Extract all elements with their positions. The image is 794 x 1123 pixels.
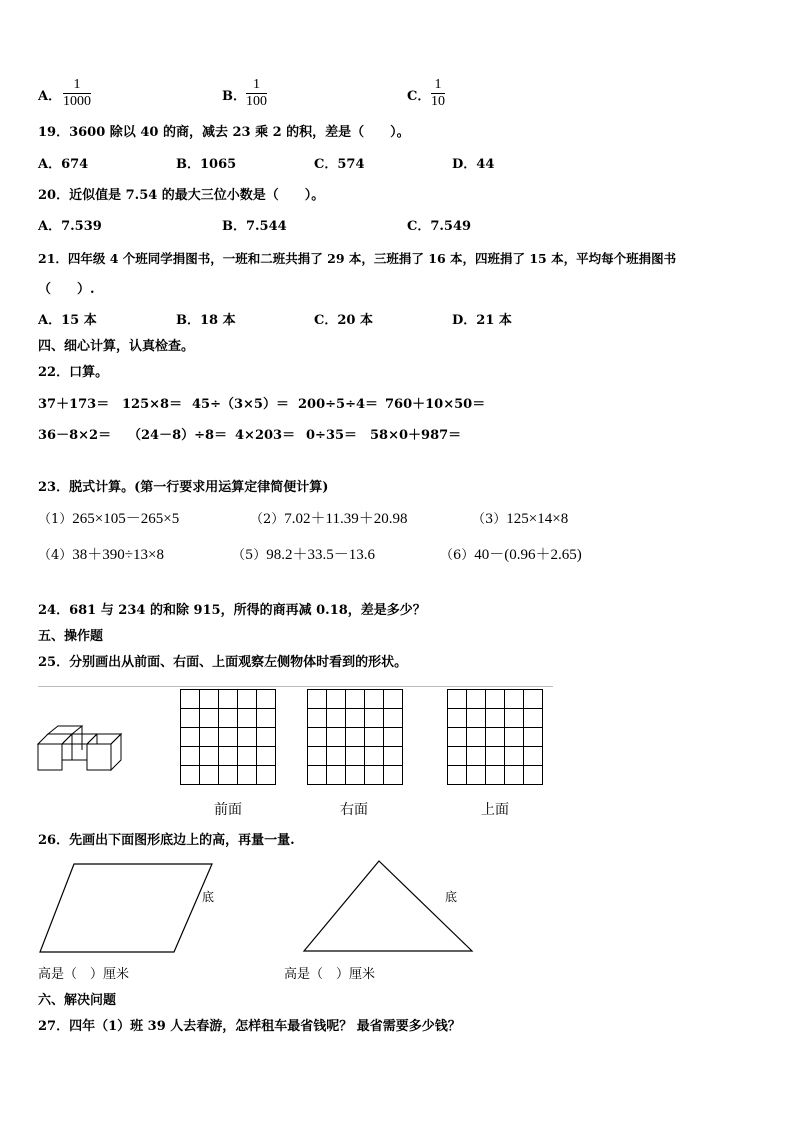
q22-r1-item-1: 37＋173＝ (38, 397, 110, 412)
q22-r1-item-2: 125×8＝ (122, 397, 183, 412)
q26-stem: 26．先画出下面图形底边上的高，再量一量. (38, 833, 295, 848)
q18-a-denominator: 1000 (63, 94, 91, 109)
cube-stack-figure (36, 724, 132, 774)
top-view-label: 上面 (481, 802, 509, 818)
q23-item-5 (232, 547, 375, 564)
q18-b-denominator: 100 (246, 94, 267, 109)
q23-item-2-label: （2） (250, 512, 285, 527)
q19-option-d: D．44 (452, 157, 495, 172)
q23-stem: 23．脱式计算。(第一行要求用运算定律简便计算) (38, 480, 329, 495)
triangle-base-label: 底 (445, 890, 458, 904)
section-4-heading: 四、细心计算，认真检查。 (38, 339, 195, 354)
q21-stem-blank: （ ）. (38, 282, 95, 297)
q23-item-4-label: （4） (38, 548, 73, 563)
q24-stem: 24．681 与 234 的和除 915，所得的商再减 0.18，差是多少？ (38, 603, 426, 618)
q25-stem: 25．分别画出从前面、右面、上面观察左侧物体时看到的形状。 (38, 655, 408, 670)
q22-r2-item-5: 58×0＋987＝ (370, 428, 462, 443)
q23-item-2 (250, 511, 407, 528)
q20-stem: 20．近似值是 7.54 的最大三位小数是（ ）。 (38, 188, 325, 203)
q23-item-4-expr: 38＋390÷13×8 (72, 547, 164, 563)
q18-option-c-fraction (431, 77, 445, 110)
triangle-height-answer: 高是（ ）厘米 (284, 967, 376, 982)
q19-option-c: C．574 (314, 157, 365, 172)
top-view-grid[interactable] (447, 689, 543, 785)
q22-r2-item-3: 4×203＝ (235, 428, 296, 443)
q18-option-a-fraction (63, 77, 91, 110)
q21-option-d: D．21 本 (452, 313, 512, 328)
q21-option-a: A．15 本 (38, 313, 97, 328)
q18-option-b-label: B． (222, 89, 246, 104)
q23-item-3 (472, 511, 568, 528)
q18-c-numerator: 1 (434, 77, 442, 92)
q22-r2-item-1: 36－8×2＝ (38, 428, 112, 443)
q22-r1-item-3: 45÷（3×5）＝ (192, 397, 289, 412)
q19-option-a: A．674 (38, 157, 89, 172)
q20-option-b: B．7.544 (222, 219, 287, 234)
q19-option-b: B．1065 (176, 157, 237, 172)
q22-r1-item-4: 200÷5÷4＝ (298, 397, 379, 412)
section-6-heading: 六、解决问题 (38, 993, 117, 1008)
q23-item-3-expr: 125×14×8 (506, 511, 569, 527)
q23-item-1-label: （1） (38, 512, 73, 527)
q27-stem: 27．四年（1）班 39 人去春游，怎样租车最省钱呢？ 最省需要多少钱？ (38, 1019, 461, 1034)
parallelogram-base-label: 底 (202, 890, 215, 904)
q19-stem: 19．3600 除以 40 的商，减去 23 乘 2 的积，差是（ ）。 (38, 125, 410, 140)
q18-a-numerator: 1 (73, 77, 81, 92)
q21-stem: 21．四年级 4 个班同学捐图书，一班和二班共捐了 29 本，三班捐了 16 本，四班捐了 15 本，平均每个班捐图书 (38, 251, 677, 266)
section-5-heading: 五、操作题 (38, 629, 104, 644)
q21-option-b: B．18 本 (176, 313, 236, 328)
q20-option-c: C．7.549 (407, 219, 472, 234)
q18-b-numerator: 1 (253, 77, 260, 92)
right-view-label: 右面 (340, 802, 368, 818)
q23-item-6-label: （6） (440, 548, 475, 563)
front-view-label: 前面 (214, 802, 242, 818)
triangle-figure[interactable] (300, 858, 476, 954)
q23-item-3-label: （3） (472, 512, 507, 527)
q23-item-5-label: （5） (232, 548, 267, 563)
q20-option-a: A．7.539 (38, 219, 102, 234)
q22-r2-item-2: （24－8）÷8＝ (128, 428, 228, 443)
q23-item-4 (38, 547, 164, 564)
q21-option-c: C．20 本 (314, 313, 373, 328)
right-view-grid[interactable] (307, 689, 403, 785)
q23-item-2-expr: 7.02＋11.39＋20.98 (284, 511, 408, 527)
front-view-grid[interactable] (180, 689, 276, 785)
parallelogram-figure[interactable] (36, 860, 216, 956)
q22-stem: 22．口算。 (38, 365, 109, 380)
q22-r1-item-5: 760＋10×50＝ (385, 397, 486, 412)
q18-option-b-fraction (246, 77, 267, 110)
q23-item-1 (38, 511, 179, 528)
q23-item-6 (440, 547, 582, 564)
q23-item-1-expr: 265×105－265×5 (72, 511, 180, 527)
q18-option-a-label: A． (38, 89, 62, 104)
q23-item-6-expr: 40－(0.96＋2.65) (474, 547, 582, 563)
q18-option-c-label: C． (407, 89, 431, 104)
parallelogram-height-answer: 高是（ ）厘米 (38, 967, 130, 982)
q22-r2-item-4: 0÷35＝ (306, 428, 358, 443)
q23-item-5-expr: 98.2＋33.5－13.6 (266, 547, 376, 563)
q18-c-denominator: 10 (431, 94, 445, 109)
q25-divider (38, 686, 553, 687)
